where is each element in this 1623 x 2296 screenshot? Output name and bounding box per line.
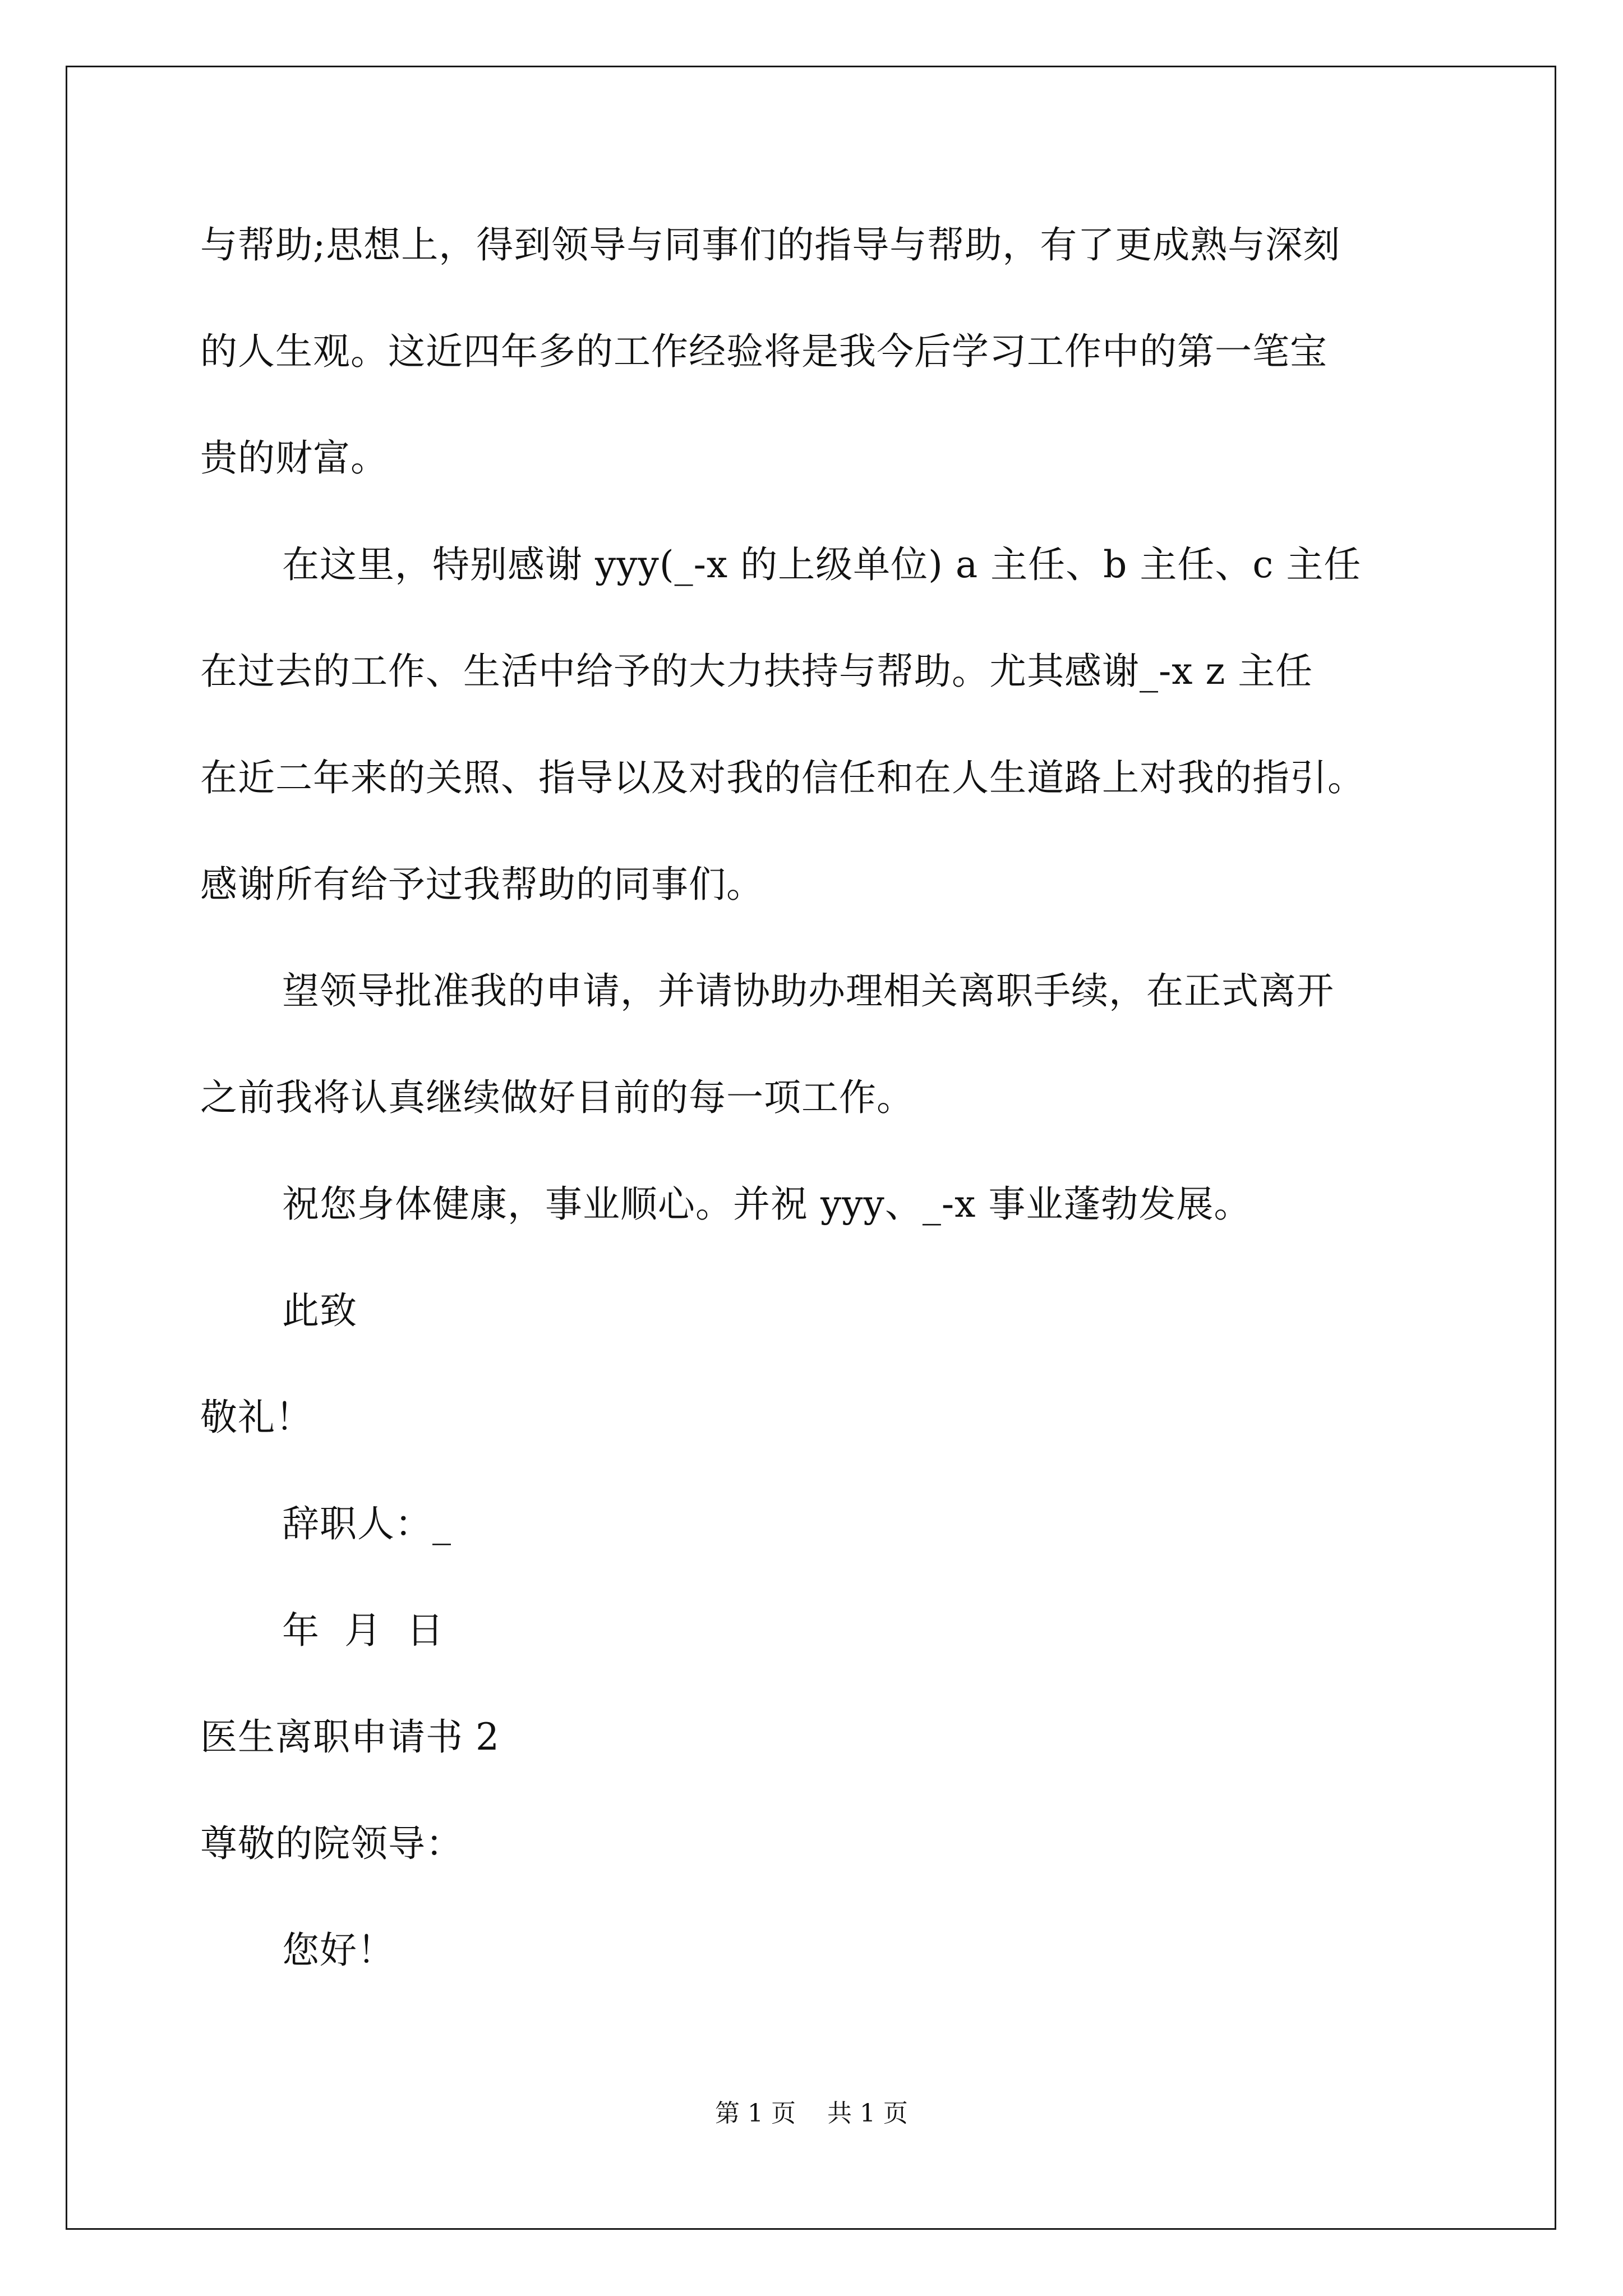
- text-line: 辞职人：_: [282, 1502, 451, 1545]
- text-line: 望领导批准我的申请，并请协助办理相关离职手续，在正式离开: [282, 969, 1334, 1013]
- salutation: 尊敬的院领导：: [200, 1822, 463, 1865]
- page-footer: 第 1 页 共 1 页: [715, 2099, 908, 2128]
- text-line: 敬礼！: [200, 1396, 313, 1439]
- greeting: 您好！: [282, 1929, 395, 1972]
- text-line: 在这里，特别感谢 yyy(_-x 的上级单位) a 主任、b 主任、c 主任: [282, 543, 1362, 586]
- text-line: 此致: [282, 1289, 357, 1332]
- text-line: 祝您身体健康，事业顺心。并祝 yyy、_-x 事业蓬勃发展。: [282, 1182, 1252, 1226]
- text-line: 在近二年来的关照、指导以及对我的信任和在人生道路上对我的指引。: [200, 756, 1365, 799]
- text-line: 的人生观。这近四年多的工作经验将是我今后学习工作中的第一笔宝: [200, 330, 1327, 373]
- text-line: 之前我将认真继续做好目前的每一项工作。: [200, 1076, 914, 1119]
- section-title: 医生离职申请书 2: [200, 1715, 500, 1759]
- page-border: [66, 66, 1556, 2230]
- text-line: 与帮助;思想上，得到领导与同事们的指导与帮助，有了更成熟与深刻: [200, 223, 1341, 266]
- text-line: 在过去的工作、生活中给予的大力扶持与帮助。尤其感谢_-x z 主任: [200, 650, 1313, 693]
- text-line: 年 月 日: [282, 1609, 444, 1652]
- text-line: 感谢所有给予过我帮助的同事们。: [200, 863, 764, 906]
- text-line: 贵的财富。: [200, 436, 388, 480]
